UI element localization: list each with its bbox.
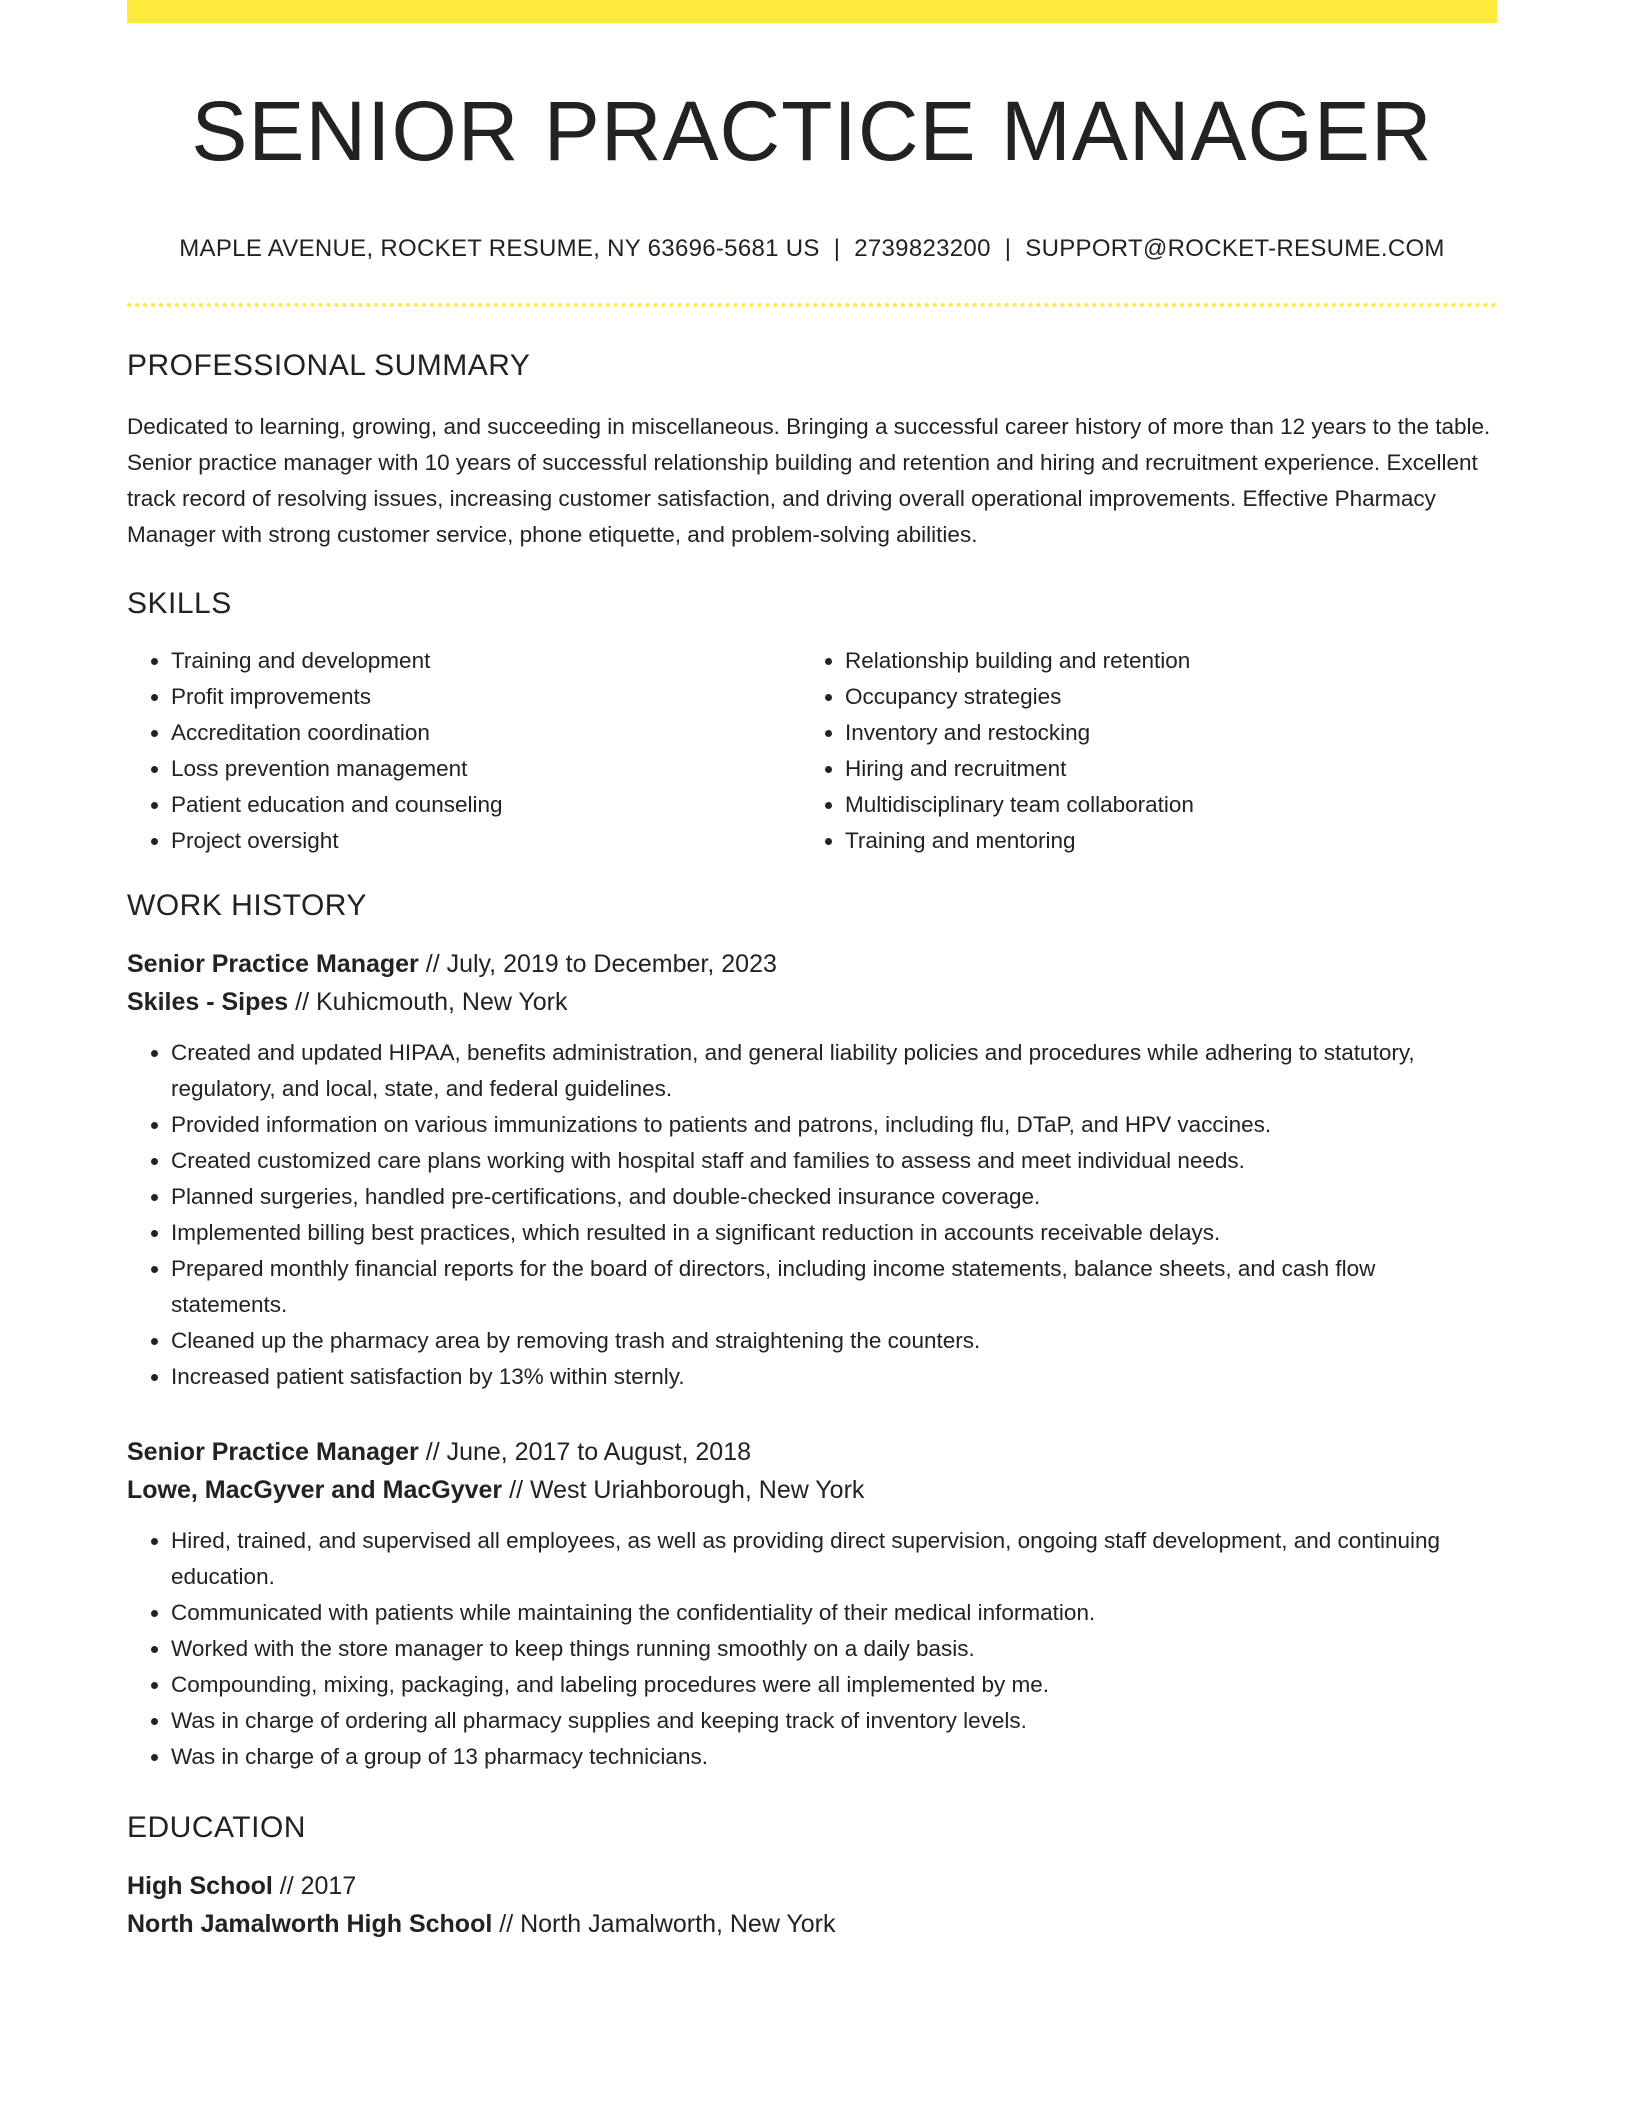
job-bullet: • Provided information on various immunizations to patients and patrons, including flu, DTaP, and HPV vaccines. bbox=[171, 1107, 1497, 1143]
skill-item: • Patient education and counseling bbox=[171, 787, 801, 823]
job-bullet: • Compounding, mixing, packaging, and labeling procedures were all implemented by me. bbox=[171, 1667, 1497, 1703]
job-bullet: • Created customized care plans working with hospital staff and families to assess and meet individual needs. bbox=[171, 1143, 1497, 1179]
contact-line bbox=[127, 235, 1497, 263]
skill-item: • Hiring and recruitment bbox=[845, 751, 1475, 787]
job-company-line bbox=[127, 1471, 1497, 1509]
job-role-line bbox=[127, 945, 1497, 983]
education-heading: EDUCATION bbox=[127, 1811, 306, 1845]
job-role: Senior Practice Manager bbox=[127, 950, 419, 979]
work-history-heading: WORK HISTORY bbox=[127, 889, 367, 923]
job-bullets bbox=[127, 1035, 1497, 1395]
job-dates: // June, 2017 to August, 2018 bbox=[418, 1438, 751, 1467]
summary-text: Dedicated to learning, growing, and succeeding in miscellaneous. Bringing a successful career history of more than 12 years to the table. Senior practice manager with 10 years of successful relationship building and retention and hiring and recruitment experience. Excellent track record of resolving issues, increasing customer satisfaction, and driving overall operational improvements. Effective Pharmacy Manager with strong customer service, phone etiquette, and problem-solving abilities. bbox=[127, 414, 1491, 548]
education-year: // 2017 bbox=[272, 1872, 357, 1901]
education-school: North Jamalworth High School bbox=[127, 1910, 493, 1939]
dotted-divider bbox=[127, 303, 1497, 307]
job-bullets bbox=[127, 1523, 1497, 1775]
skill-item: • Inventory and restocking bbox=[845, 715, 1475, 751]
skill-item: • Multidisciplinary team collaboration bbox=[845, 787, 1475, 823]
skills-column-right bbox=[801, 643, 1475, 859]
job-location: // Kuhicmouth, New York bbox=[288, 988, 568, 1017]
job-bullet: • Worked with the store manager to keep things running smoothly on a daily basis. bbox=[171, 1631, 1497, 1667]
job-company: Skiles - Sipes bbox=[127, 988, 289, 1017]
accent-top-bar bbox=[127, 0, 1497, 23]
skill-item: • Profit improvements bbox=[171, 679, 801, 715]
contact-separator: | bbox=[1004, 235, 1012, 263]
contact-email: SUPPORT@ROCKET-RESUME.COM bbox=[1025, 235, 1445, 263]
job-bullet: • Communicated with patients while maintaining the confidentiality of their medical information. bbox=[171, 1595, 1497, 1631]
job-bullet: • Was in charge of ordering all pharmacy supplies and keeping track of inventory levels. bbox=[171, 1703, 1497, 1739]
job-bullet: • Implemented billing best practices, which resulted in a significant reduction in accounts receivable delays. bbox=[171, 1215, 1497, 1251]
job-company: Lowe, MacGyver and MacGyver bbox=[127, 1476, 503, 1505]
summary-heading: PROFESSIONAL SUMMARY bbox=[127, 349, 531, 383]
education-school-line bbox=[127, 1905, 1497, 1943]
job-bullet: • Increased patient satisfaction by 13% within sternly. bbox=[171, 1359, 1497, 1395]
job-role-line bbox=[127, 1433, 1497, 1471]
job-bullet: • Cleaned up the pharmacy area by removing trash and straightening the counters. bbox=[171, 1323, 1497, 1359]
skills-column-left bbox=[127, 643, 801, 859]
job-bullet: • Created and updated HIPAA, benefits administration, and general liability policies and procedures while adhering to statutory, regulatory, and local, state, and federal guidelines. bbox=[171, 1035, 1497, 1107]
skill-item: • Occupancy strategies bbox=[845, 679, 1475, 715]
job-company-line bbox=[127, 983, 1497, 1021]
skill-item: • Training and mentoring bbox=[845, 823, 1475, 859]
job-bullet: • Was in charge of a group of 13 pharmacy technicians. bbox=[171, 1739, 1497, 1775]
job-header bbox=[127, 1433, 1497, 1509]
job-bullet: • Hired, trained, and supervised all employees, as well as providing direct supervision, ongoing staff development, and continuing education. bbox=[171, 1523, 1497, 1595]
job-location: // West Uriahborough, New York bbox=[502, 1476, 865, 1505]
education-entry bbox=[127, 1867, 1497, 1943]
job-header bbox=[127, 945, 1497, 1021]
contact-phone: 2739823200 bbox=[854, 235, 991, 263]
skill-item: • Relationship building and retention bbox=[845, 643, 1475, 679]
resume-page bbox=[127, 0, 1497, 1943]
job-role: Senior Practice Manager bbox=[127, 1438, 419, 1467]
skill-item: • Loss prevention management bbox=[171, 751, 801, 787]
page-title: SENIOR PRACTICE MANAGER bbox=[191, 84, 1433, 178]
skills-grid bbox=[127, 643, 1497, 859]
education-degree-line bbox=[127, 1867, 1497, 1905]
education-location: // North Jamalworth, New York bbox=[492, 1910, 836, 1939]
job-dates: // July, 2019 to December, 2023 bbox=[418, 950, 777, 979]
education-degree: High School bbox=[127, 1872, 273, 1901]
skill-item: • Accreditation coordination bbox=[171, 715, 801, 751]
job-bullet: • Planned surgeries, handled pre-certifications, and double-checked insurance coverage. bbox=[171, 1179, 1497, 1215]
skills-heading: SKILLS bbox=[127, 587, 232, 621]
skill-item: • Project oversight bbox=[171, 823, 801, 859]
contact-separator: | bbox=[833, 235, 841, 263]
job-bullet: • Prepared monthly financial reports for the board of directors, including income statements, balance sheets, and cash flow statements. bbox=[171, 1251, 1497, 1323]
contact-address: MAPLE AVENUE, ROCKET RESUME, NY 63696-5681 US bbox=[179, 235, 820, 263]
skill-item: • Training and development bbox=[171, 643, 801, 679]
